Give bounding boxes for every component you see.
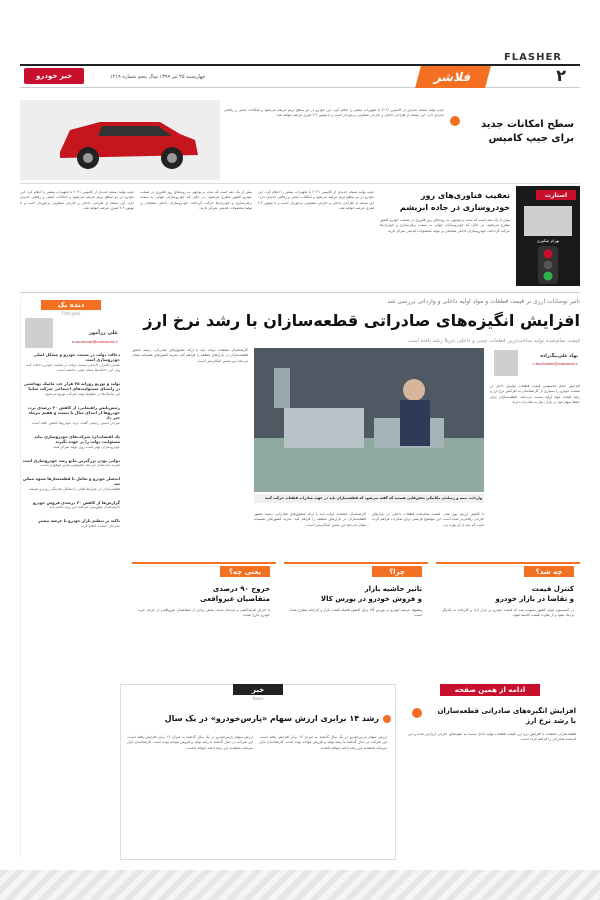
masthead-bar — [20, 64, 580, 88]
sidebar — [20, 298, 122, 858]
tech-story-title-line2: خودروسازی در جاده ابریشم — [399, 203, 510, 212]
tech-story-body-col4: جیپ تولید نسخه جدیدی از کامپس ۲۰۲۱ با تجهیزات بیشتر را اعلام کرد. این خودرو در دو سطح تریم عرضه می‌شود و امکانات ایمنی و رفاهی جدیدی دارد. این نسخه از طراحی داخلی و خارجی متفاوتی برخوردار است و با موتور ۲.۴ لیتری عرضه خواهد شد. — [20, 190, 134, 211]
box-label: یعنی چه؟ — [220, 566, 270, 577]
start-column-panel — [516, 186, 580, 286]
sidebar-item: تولید و توزیع روزانه ۲۵ هزار عدد ماسک بهداشتی در راستای مسئولیت‌های اجتماعی شرکت سایپا این ماسک‌ها در خطوط تولید شرکت توزیع می‌شود. — [23, 380, 120, 396]
sidebar-item: گزارش‌ها از کاهش ۳۰ درصدی فروش خودرو کارشناسان پیش‌بینی می‌کنند این روند ادامه یابد. — [32, 499, 120, 510]
box-body: در کمیسیون تولید کشور تصویب شد که قیمت خودرو در بازار آزاد و کارخانه به یکدیگر نزدیک شود و از تفاوت قیمت کاسته شود. — [442, 608, 574, 618]
footer-band — [0, 870, 600, 900]
tech-story-body: بیش از یک دهه است که بحث بی‌توجهی به روندهای روز فناوری در صنعت خودرو کشور مطرح می‌شود. در حالی که خودروسازان جهانی به سمت برقی‌سازی و خودران‌ها حرکت کرده‌اند، خودروسازان داخلی همچنان بر تولید محصولات قدیمی تمرکز دارند. — [380, 218, 510, 233]
news-label: خبر — [233, 684, 283, 695]
box-label: چه شد؟ — [524, 566, 574, 577]
tech-story-body-col3: بیش از یک دهه است که بحث بی‌توجهی به روندهای روز فناوری در صنعت خودرو کشور مطرح می‌شود. در حالی که خودروسازان جهانی به سمت برقی‌سازی و خودران‌ها حرکت کرده‌اند، خودروسازان داخلی همچنان بر تولید محصولات قدیمی تمرکز دارند. — [140, 190, 252, 211]
sidebar-item: رئیس‌پلیس راهنمایی: از کاهش ۴۰ درصدی تردد خودروها از ابتدای سال تا بیست و هفتم تیرماه خبر داد سردار حسین رحیمی گفت: تردد خودروها کاهش یافته است. — [27, 404, 120, 425]
main-body-col3: کارشناسان معتقدند دولت باید با ارائه مشوق‌های صادراتی، زمینه حضور قطعه‌سازان در بازارهای منطقه را فراهم کند. تجربه کشورهای همسایه نشان می‌دهد این مسیر امکان‌پذیر است. — [132, 348, 248, 363]
news-label-latin: News — [252, 696, 264, 701]
section-latin-label: FLASHER — [503, 52, 562, 63]
continuation-title-line1: افزایش انگیزه‌های صادراتی قطعه‌سازان — [437, 707, 576, 715]
continuation-label: ادامه از همین صفحه — [440, 684, 540, 696]
arrow-bullet-icon — [450, 116, 460, 126]
news-block — [120, 684, 396, 860]
continuation-body: قطعه‌سازان معتقدند با افزایش نرخ ارز، قیمت قطعات تولید داخل نسبت به نمونه‌های خارجی ارزان‌تر شده و این فرصت صادراتی را فراهم کرده است. — [408, 732, 576, 742]
box-body: با اجرای قرعه‌کشی و ثبت‌نام جدید، بخش زیادی از متقاضیان غیرواقعی از چرخه خرید خودرو خارج شدند. — [138, 608, 270, 618]
box-meaning — [132, 562, 276, 662]
main-kicker: تاثیر نوسانات ارزی بر قیمت قطعات و مواد اولیه داخلی و وارداتی بررسی شد — [387, 298, 580, 305]
sidebar-author: علی زرآموز — [89, 330, 118, 336]
main-author-email: n.beykzadeh@autoworld.ir — [532, 362, 578, 366]
box-title-line2: و تقاضا در بازار خودرو — [495, 595, 574, 603]
sidebar-item: دخالت دولت در صنعت خودرو و مشکل اصلی خودروسازی است عباس جانبزار: الزامی نیست دولت در صنعت خودرو دخالت کند، ولی این دخالت‌ها نتیجه خوبی نداشته است. — [25, 352, 120, 372]
news-body-col2: ارزش سهام پارس‌خودرو در یک سال گذشته به میزان ۱۴ برابر افزایش یافته است. این شرکت در سال گذشته با رشد تولید و فروش مواجه بوده است. کارشناسان بازار سرمایه معتقدند این رشد ادامه خواهد داشت. — [127, 735, 253, 750]
arrow-bullet-icon — [412, 708, 422, 718]
jeep-car-icon — [20, 100, 220, 180]
sidebar-item: تاکید بر تنظیم بازار خودرو با عرضه بیشتر سازمان حمایت اعلام کرد. — [38, 518, 120, 528]
sidebar-list — [22, 352, 120, 537]
main-body-col1: افزایش حجم محسوس قیمت قطعات تولیدی داخل در صنعت خودرو را بسیاری از کارشناسان به افزایش نرخ ارز و رشد قیمت مواد اولیه نسبت می‌دهند. قطعه‌سازان برای حفظ سهم خود در بازار، نیاز به صادرات دارند. — [490, 384, 580, 405]
sidebar-item: انحصار خودرو و تعامل با قطعه‌سازها شیوه ممکن شد قطعه‌سازان در شرایط فعلی با مشکل نقدینگی روبه‌رو هستند. — [22, 476, 120, 491]
sidebar-item: یک اقتصاددان: شرکت‌های خودروسازی نباید مسئولیت دولت را بر عهده بگیرند خودروسازان بهتر است روی تولید تمرکز کنند. — [34, 433, 120, 449]
photo-caption: واردات، بیمه و رساندن مکانیکی بخش‌هایی هستند که گفته می‌شود که قطعه‌سازان باید در جهت صادرات قطعات حرکت کنند — [254, 494, 484, 503]
main-title: افزایش انگیزه‌های صادراتی قطعه‌سازان با رشد نرخ ارز — [143, 311, 580, 330]
row-divider — [20, 292, 580, 293]
box-title-line1: خروج ۹۰ درصدی — [212, 585, 270, 593]
main-body-col2b: کارشناسان معتقدند دولت باید با ارائه مشوق‌های صادراتی، زمینه حضور قطعه‌سازان در بازارهای منطقه را فراهم کند. تجربه کشورهای همسایه نشان می‌دهد این مسیر امکان‌پذیر است. — [254, 512, 366, 527]
continuation-title-line2: با رشد نرخ ارز — [525, 717, 576, 725]
main-body-col2: با کاهش ارزش پول ملی، قیمت تمام‌شده قطعات داخلی در بازارهای خارجی رقابتی‌تر شده است. این موضوع فرصتی برای صادرات فراهم کرده است که باید از آن بهره برد. — [372, 512, 484, 527]
box-body: پیشنهاد عرضه خودرو در بورس کالا برای کاهش فاصله قیمت بازار و کارخانه مطرح شده است. — [290, 608, 422, 618]
publication-logo: خبر خودرو — [24, 68, 84, 84]
tech-story-title-line1: تعقیب فناوری‌های روز — [420, 191, 510, 200]
top-story-headline — [464, 118, 574, 146]
main-author: نهاد علی‌بیگ‌زاده — [540, 354, 578, 359]
tech-story-body-col2: جیپ تولید نسخه جدیدی از کامپس ۲۰۲۱ با تجهیزات بیشتر را اعلام کرد. این خودرو در دو سطح تریم عرضه می‌شود و امکانات ایمنی و رفاهی جدیدی دارد. این نسخه از طراحی داخلی و خارجی متفاوتی برخوردار است و با موتور ۲.۴ لیتری عرضه خواهد شد. — [258, 190, 374, 211]
column-label: استارت — [536, 190, 576, 200]
analysis-boxes — [132, 562, 580, 662]
arrow-bullet-icon — [383, 715, 391, 723]
top-story-title-line1: سطح امکانات جدید — [480, 119, 574, 130]
box-label: چرا؟ — [372, 566, 422, 577]
car-photo — [20, 100, 220, 180]
sidebar-section-latin: First gear — [61, 311, 81, 316]
main-author-box — [490, 348, 580, 380]
news-body-col1: ارزش سهام پارس‌خودرو در یک سال گذشته به میزان ۱۴ برابر افزایش یافته است. این شرکت در سال گذشته با رشد تولید و فروش مواجه بوده است. کارشناسان بازار سرمایه معتقدند این رشد ادامه خواهد داشت. — [259, 735, 387, 750]
main-subtitle: قیمت تمام‌شده تولید ساخت‌ترین قطعات چینی و داخلی تنزیلا رشد یافته است — [407, 338, 580, 344]
column-author: بهرام شکوری — [536, 238, 560, 243]
box-title-line1: تاثیر حاشیه بازار — [364, 585, 422, 593]
sidebar-section-label: دنده یک — [41, 300, 101, 310]
sidebar-item: دولتی بودن بزرگترین مانع رشد خودروسازی است تجربه دنیا نشان می‌دهد خصوصی‌سازی موفق‌تر است. — [22, 457, 120, 468]
sidebar-author-email: a.zaramooz@autoworld.ir — [71, 340, 118, 344]
main-story — [132, 298, 580, 556]
section-badge: فلاشر — [415, 66, 491, 88]
box-why — [284, 562, 428, 662]
traffic-light-icon — [534, 246, 562, 284]
dateline: چهارشنبه ۲۵ تیر ۱۳۹۹ سال پنجم شماره ۱۲۱۹ — [110, 74, 206, 80]
author-photo — [524, 206, 572, 236]
box-title-line2: متقاضیان غیرواقعی — [200, 595, 270, 603]
tech-story-headline — [380, 190, 510, 214]
continuation-block — [404, 684, 580, 860]
factory-worker-photo-icon — [254, 348, 484, 492]
page-number: ۲ — [556, 66, 566, 85]
top-story-body: جیپ تولید نسخه جدیدی از کامپس ۲۰۲۱ با تجهیزات بیشتر را اعلام کرد. این خودرو در دو سطح تریم عرضه می‌شود و امکانات ایمنی و رفاهی جدیدی دارد. این نسخه از طراحی داخلی و خارجی متفاوتی برخوردار است و با موتور ۲.۴ لیتری عرضه خواهد شد. — [224, 108, 444, 118]
top-story-title-line2: برای جیپ کامپس — [488, 133, 574, 144]
box-title-line1: کنترل قیمت — [531, 585, 574, 593]
box-what-happened — [436, 562, 580, 662]
main-author-avatar — [494, 350, 518, 376]
news-title: رشد ۱۴ برابری ارزش سهام «پارس‌خودرو» در یک سال — [164, 714, 379, 723]
box-title-line2: و فروش خودرو در بورس کالا — [320, 595, 422, 603]
main-photo — [254, 348, 484, 492]
top-story — [20, 96, 580, 184]
